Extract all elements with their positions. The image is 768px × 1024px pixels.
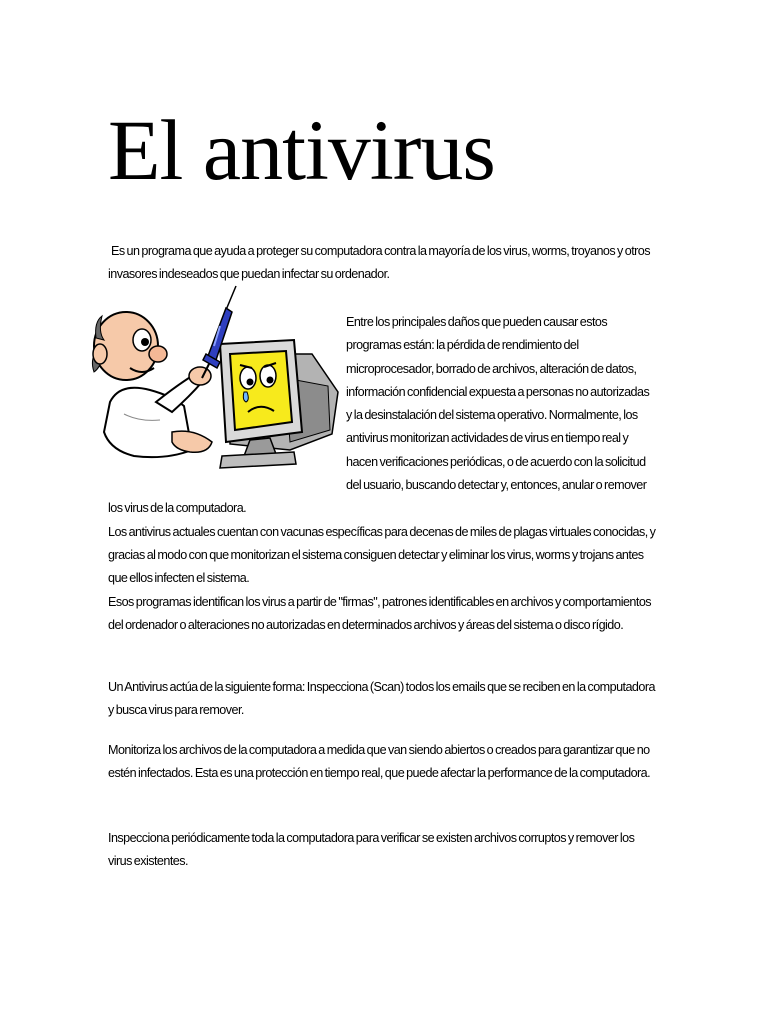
illustration-wrap-spacer [108, 311, 346, 496]
damages-paragraph: Entre los principales daños que pueden causar estos programas están: la pérdida de rendimiento del microprocesador, borrado de archivos, alteración de datos, información confidencial expuesta a personas no autorizadas y la desinstalación del sistema operativo. Normalmente, los antivirus monitorizan actividades de virus en tiempo real y hacen verificaciones periódicas, o de acuerdo con la solicitud del usuario, buscando detectar y, entonces, anular o remover los virus de la computadora. [108, 315, 650, 516]
monitor-files-paragraph: Monitoriza los archivos de la computadora a medida que van siendo abiertos o creados para garantizar que no estén infectados. Esta es una protección en tiempo real, que puede afectar la performance de la computadora. [108, 743, 651, 781]
intro-paragraph [108, 240, 668, 287]
vaccines-paragraph: Los antivirus actuales cuentan con vacunas específicas para decenas de miles de plagas virtuales conocidas, y gracias al modo con que monitorizan el sistema consiguen detectar y eliminar los virus, worms y trojans antes que ellos infecten el sistema. [108, 524, 656, 586]
how-it-works-paragraph: Un Antivirus actúa de la siguiente forma: Inspecciona (Scan) todos los emails que se reciben en la computadora y busca virus para remover. [108, 680, 655, 718]
main-text-block [108, 311, 656, 637]
periodic-scan-paragraph: Inspecciona periódicamente toda la computadora para verificar se existen archivos corruptos y remover los virus existentes. [108, 831, 635, 869]
signatures-paragraph: Esos programas identifican los virus a partir de "firmas", patrones identificables en archivos y comportamientos del ordenador o alteraciones no autorizadas en determinados archivos y áreas del sistema o disco rígido. [108, 594, 652, 632]
intro-text: Es un programa que ayuda a proteger su computadora contra la mayoría de los virus, worms, troyanos y otros invasores indeseados que puedan infectar su ordenador. [108, 244, 650, 282]
page-title: El antivirus [108, 102, 495, 198]
